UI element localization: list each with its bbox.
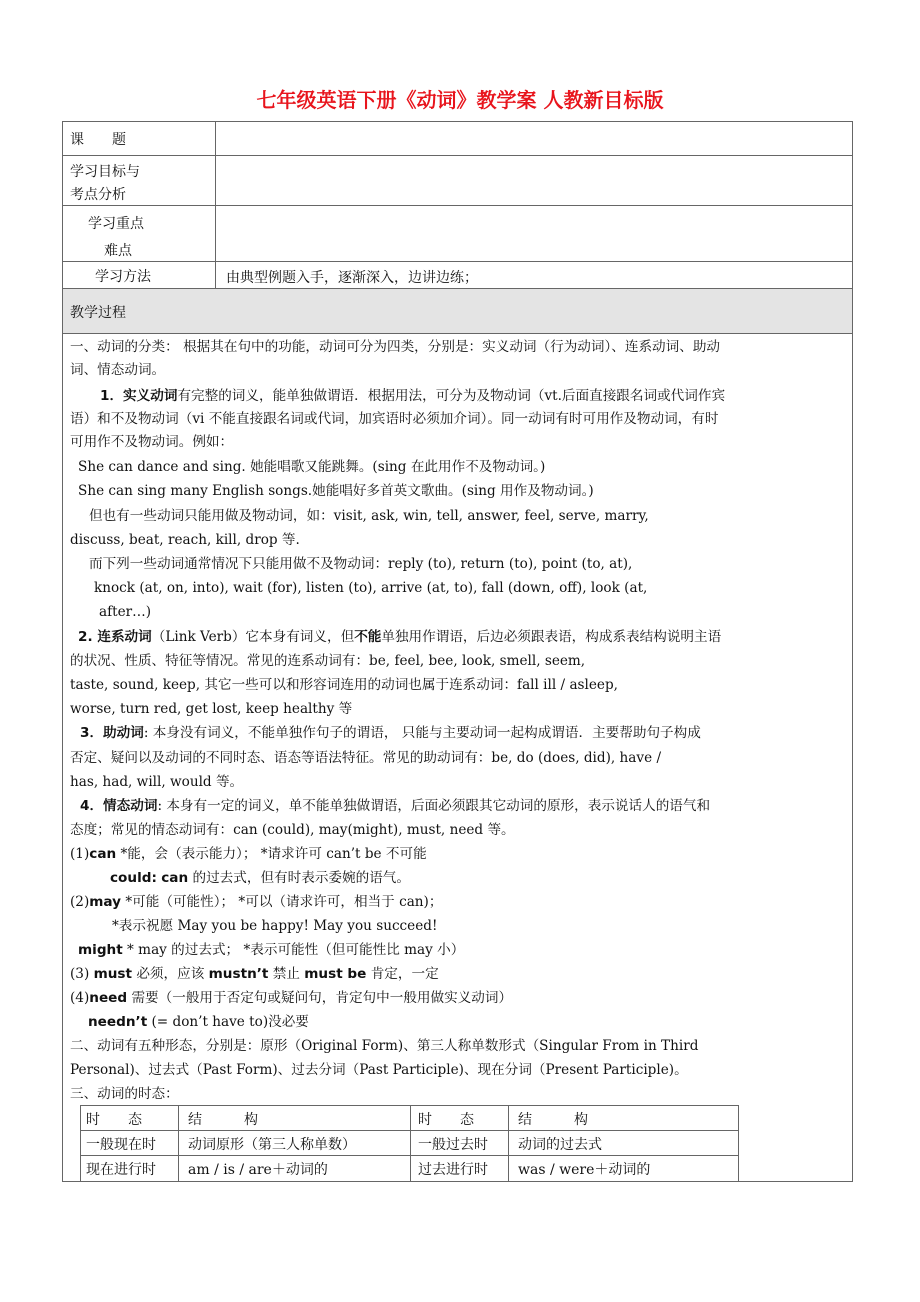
objectives-label: 学习目标与 [70, 164, 140, 180]
content-line [88, 1013, 309, 1031]
method-value: 由典型例题入手，逐渐深入，边讲边练； [226, 270, 478, 286]
text-segment: 三、动词的时态： [70, 1086, 179, 1102]
text-segment: 二、动词有五种形态，分别是：原形（Original Form)、第三人称单数形式（Singular From in Third [70, 1038, 699, 1054]
bold-term: mustn’t [208, 966, 269, 982]
text-segment: 肯定，一定 [366, 966, 439, 982]
text-segment: 一、动词的分类： 根据其在句中的功能，动词可分为四类，分别是：实义动词（行为动词）、连系动词、助动 [70, 339, 721, 355]
text-segment: *可能（可能性）； *可以（请求许可，相当于 can)； [121, 894, 443, 910]
content-line [110, 869, 410, 887]
document-title: 七年级英语下册《动词》教学案 人教新目标版 [256, 88, 664, 112]
text-segment: after…) [99, 604, 152, 620]
bold-term: needn’t [88, 1014, 148, 1030]
text-segment: 禁止 [268, 966, 305, 982]
content-line [89, 507, 649, 525]
tense-table-cell: was / were＋动词的 [518, 1162, 651, 1178]
text-segment: She can dance and sing. 她能唱歌又能跳舞。(sing 在此用作不及物动词。) [78, 459, 546, 475]
bold-term: can [161, 870, 189, 886]
text-segment: Personal)、过去式（Past Form)、过去分词（Past Participle)、现在分词（Present Participle)。 [70, 1062, 688, 1078]
content-line [70, 652, 585, 670]
text-segment: 的过去式，但有时表示委婉的语气。 [188, 870, 410, 886]
tense-table-cell: 动词原形（第三人称单数） [188, 1137, 356, 1153]
process-label: 教学过程 [70, 305, 126, 321]
text-segment: 词、情态动词。 [70, 362, 166, 378]
tense-table-header: 结 构 [188, 1112, 258, 1128]
tense-table-header: 时 态 [418, 1112, 474, 1128]
content-line [78, 941, 464, 959]
text-segment: 单独用作谓语，后边必须跟表语，构成系表结构说明主语 [381, 629, 722, 645]
text-segment: *表示祝愿 May you be happy! May you succeed! [112, 918, 438, 934]
bold-term: could: [110, 870, 157, 886]
content-line [80, 724, 701, 742]
content-line [70, 676, 618, 694]
text-segment: (= don’t have to)没必要 [147, 1014, 309, 1030]
content-line [70, 433, 233, 451]
content-line [70, 1061, 688, 1079]
text-segment: 否定、疑问以及动词的不同时态、语态等语法特征。常见的助动词有：be, do (does, did), have / [70, 750, 662, 766]
text-segment: : 本身没有词义，不能单独作句子的谓语， 只能与主要动词一起构成谓语．主要帮助句子构成 [143, 725, 701, 741]
content-line [70, 749, 661, 767]
text-segment: 必须，应该 [132, 966, 209, 982]
content-line [70, 845, 427, 863]
text-segment: 态度；常见的情态动词有：can (could), may(might), must, need 等。 [70, 822, 515, 838]
text-segment: has, had, will, would 等。 [70, 774, 244, 790]
content-line [70, 773, 243, 791]
bold-term: might [78, 942, 123, 958]
bold-term: 不能 [354, 629, 382, 645]
bold-term: 2. 连系动词 [78, 629, 152, 645]
bold-term: can [89, 846, 117, 862]
text-segment: knock (at, on, into), wait (for), listen (to), arrive (at, to), fall (down, off), look (at, [94, 580, 648, 596]
content-line [78, 482, 594, 500]
tense-table-cell: 过去进行时 [418, 1162, 488, 1178]
content-line [70, 1037, 698, 1055]
text-segment: (2) [70, 894, 90, 910]
tense-table-cell: 一般过去时 [418, 1137, 488, 1153]
content-line [78, 458, 545, 476]
content-line [89, 555, 632, 573]
content-line [112, 917, 437, 935]
text-segment: 但也有一些动词只能用做及物动词，如：visit, ask, win, tell, answer, feel, serve, marry, [89, 508, 649, 524]
text-segment: (3) [70, 966, 94, 982]
text-segment: 有完整的词义，能单独做谓语．根据用法，可分为及物动词（vt.后面直接跟名词或代词作宾 [177, 388, 726, 404]
objectives-label-2: 考点分析 [70, 187, 126, 203]
text-segment: 的状况、性质、特征等情况。常见的连系动词有：be, feel, bee, look, smell, seem, [70, 653, 586, 669]
content-line [99, 603, 151, 621]
bold-term: 3．助动词 [80, 725, 144, 741]
keypoints-label: 学习重点 [88, 216, 144, 232]
text-segment: 语）和不及物动词（vi 不能直接跟名词或代词，加宾语时必须加介词）。同一动词有时可用作及物动词，有时 [70, 411, 719, 427]
content-line [70, 989, 512, 1007]
content-line [70, 893, 442, 911]
content-line [94, 579, 647, 597]
text-segment: （Link Verb）它本身有词义，但 [151, 629, 355, 645]
content-line [100, 387, 725, 405]
content-line [70, 338, 720, 356]
content-line [78, 628, 721, 646]
text-segment: taste, sound, keep, 其它一些可以和形容词连用的动词也属于连系动词：fall ill / asleep, [70, 677, 618, 693]
content-line [70, 821, 515, 839]
topic-label: 课 题 [70, 132, 126, 148]
text-segment: discuss, beat, reach, kill, drop 等. [70, 532, 300, 548]
bold-term: may [89, 894, 122, 910]
text-segment: 需要（一般用于否定句或疑问句，肯定句中一般用做实义动词） [127, 990, 513, 1006]
bold-term: need [89, 990, 128, 1006]
text-segment: (4) [70, 990, 90, 1006]
tense-table-header: 时 态 [86, 1112, 142, 1128]
tense-table-header: 结 构 [518, 1112, 588, 1128]
text-segment: 而下列一些动词通常情况下只能用做不及物动词：reply (to), return (to), point (to, at), [89, 556, 633, 572]
text-segment: * may 的过去式； *表示可能性（但可能性比 may 小） [122, 942, 465, 958]
content-line [70, 700, 352, 718]
text-segment: (1) [70, 846, 90, 862]
content-line [70, 965, 439, 983]
method-label: 学习方法 [95, 269, 151, 285]
text-segment: : 本身有一定的词义，单不能单独做谓语，后面必须跟其它动词的原形，表示说话人的语气和 [157, 798, 711, 814]
tense-table-cell: 动词的过去式 [518, 1137, 602, 1153]
bold-term: 1．实义动词 [100, 388, 178, 404]
content-line [70, 361, 165, 379]
bold-term: must be [304, 966, 367, 982]
content-line [80, 797, 710, 815]
content-line [70, 1085, 179, 1103]
tense-table-cell: am / is / are＋动词的 [188, 1162, 328, 1178]
bold-term: 4．情态动词 [80, 798, 158, 814]
text-segment: She can sing many English songs.她能唱好多首英文歌曲。(sing 用作及物动词。) [78, 483, 594, 499]
text-segment: 可用作不及物动词。例如： [70, 434, 234, 450]
content-line [70, 531, 300, 549]
text-segment: *能，会（表示能力）； *请求许可 can’t be 不可能 [116, 846, 427, 862]
content-line [70, 410, 718, 428]
keypoints-label-2: 难点 [104, 243, 132, 259]
text-segment: worse, turn red, get lost, keep healthy 等 [70, 701, 353, 717]
tense-table-cell: 一般现在时 [86, 1137, 156, 1153]
bold-term: must [93, 966, 133, 982]
tense-table-cell: 现在进行时 [86, 1162, 156, 1178]
